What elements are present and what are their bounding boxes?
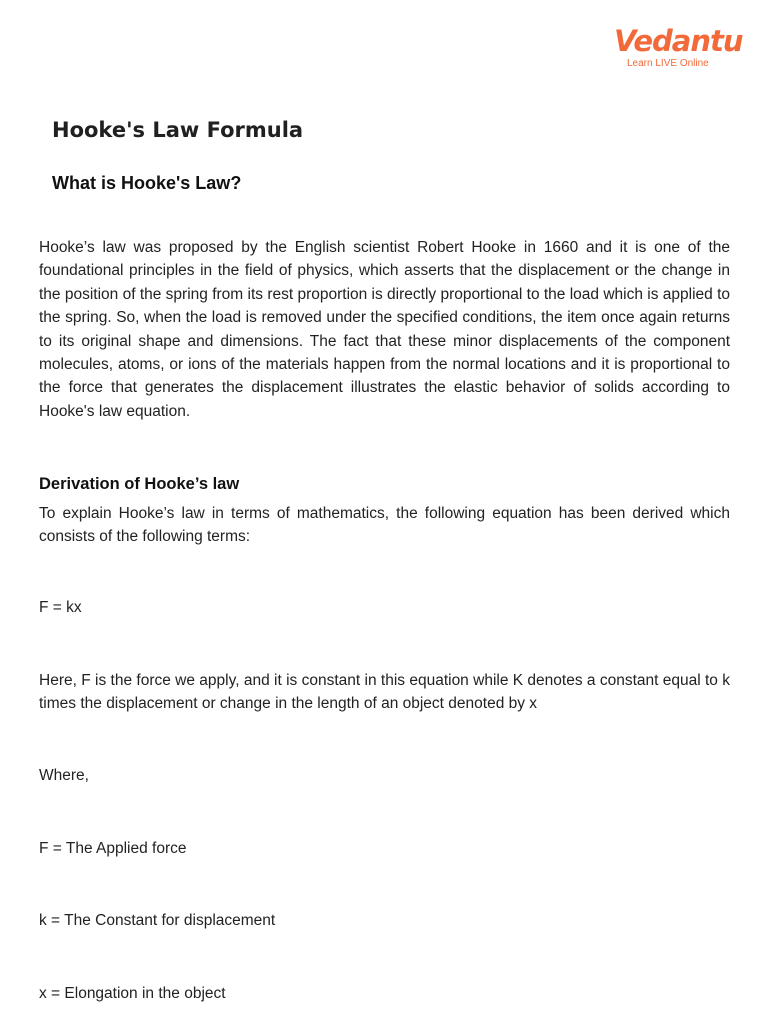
where-label: Where, xyxy=(39,767,89,784)
term-constant: k = The Constant for displacement xyxy=(39,912,276,929)
derivation-paragraph: To explain Hooke’s law in terms of mathematics, the following equation has been derived which consists of the following terms: xyxy=(39,505,730,546)
equation: F = kx xyxy=(39,599,82,616)
vedantu-logo xyxy=(612,24,743,72)
page-title: Hooke's Law Formula xyxy=(52,118,304,142)
explanation-paragraph: Here, F is the force we apply, and it is constant in this equation while K denotes a constant equal to k times the displacement or change in the length of an object denoted by x xyxy=(39,672,730,713)
derivation-heading: Derivation of Hooke’s law xyxy=(39,475,240,493)
logo-tagline: Learn LIVE Online xyxy=(627,58,709,69)
term-elongation: x = Elongation in the object xyxy=(39,985,226,1002)
term-force: F = The Applied force xyxy=(39,840,187,857)
logo-wordmark: Vedantu xyxy=(614,24,743,58)
section-heading: What is Hooke's Law? xyxy=(52,173,242,193)
intro-paragraph: Hooke’s law was proposed by the English scientist Robert Hooke in 1660 and it is one of the foundational principles in the field of physics, which asserts that the displacement or the change in the position of the spring from its rest proportion is directly proportional to the load which is applied to the spring. So, when the load is removed under the specified conditions, the item once again returns to its original shape and dimensions. The fact that these minor displacements of the component molecules, atoms, or ions of the materials happen from the normal locations and it is proportional to the force that generates the displacement illustrates the elastic behavior of solids according to Hooke's law equation. xyxy=(39,239,730,420)
